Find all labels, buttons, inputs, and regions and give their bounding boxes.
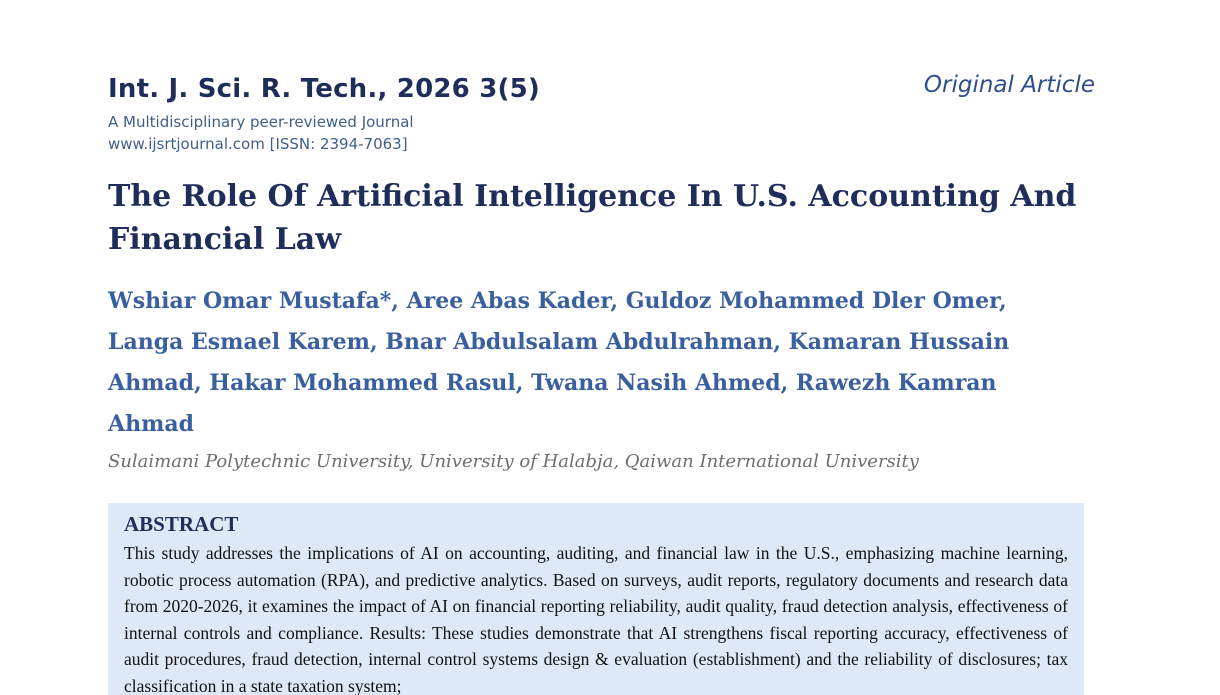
author-list: Wshiar Omar Mustafa*, Aree Abas Kader, Guldoz Mohammed Dler Omer, Langa Esmael Karem, Bnar Abdulsalam Abdulrahman, Kamaran Hussain Ahmad, Hakar Mohammed Rasul, Twana Nasih Ahmed, Rawezh Kamran Ahmad — [108, 288, 1010, 437]
abstract-section — [108, 503, 1084, 695]
journal-title: Int. J. Sci. R. Tech., 2026 3(5) — [108, 74, 540, 104]
paper-title: The Role Of Artificial Intelligence In U.S. Accounting And Financial Law — [108, 179, 1077, 257]
journal-tagline: A Multidisciplinary peer-reviewed Journal — [108, 113, 414, 131]
journal-website-issn: www.ijsrtjournal.com [ISSN: 2394-7063] — [108, 135, 408, 153]
abstract-heading: ABSTRACT — [124, 512, 239, 536]
abstract-text: This study addresses the implications of AI on accounting, auditing, and financial law in the U.S., emphasizing machine learning, robotic process automation (RPA), and predictive analytics. Based on surveys, audit reports, regulatory documents and research data from 2020-2026, it examines the impact of AI on financial reporting reliability, audit quality, fraud detection analysis, effectiveness of internal controls and compliance. Results: These studies demonstrate that AI strengthens fiscal reporting accuracy, effectiveness of audit procedures, fraud detection, internal control systems design & evaluation (establishment) and the reliability of disclosures; tax classification in a state taxation system; — [124, 543, 1068, 695]
article-type-label: Original Article — [923, 72, 1095, 98]
author-affiliation: Sulaimani Polytechnic University, University of Halabja, Qaiwan International University — [108, 451, 919, 472]
